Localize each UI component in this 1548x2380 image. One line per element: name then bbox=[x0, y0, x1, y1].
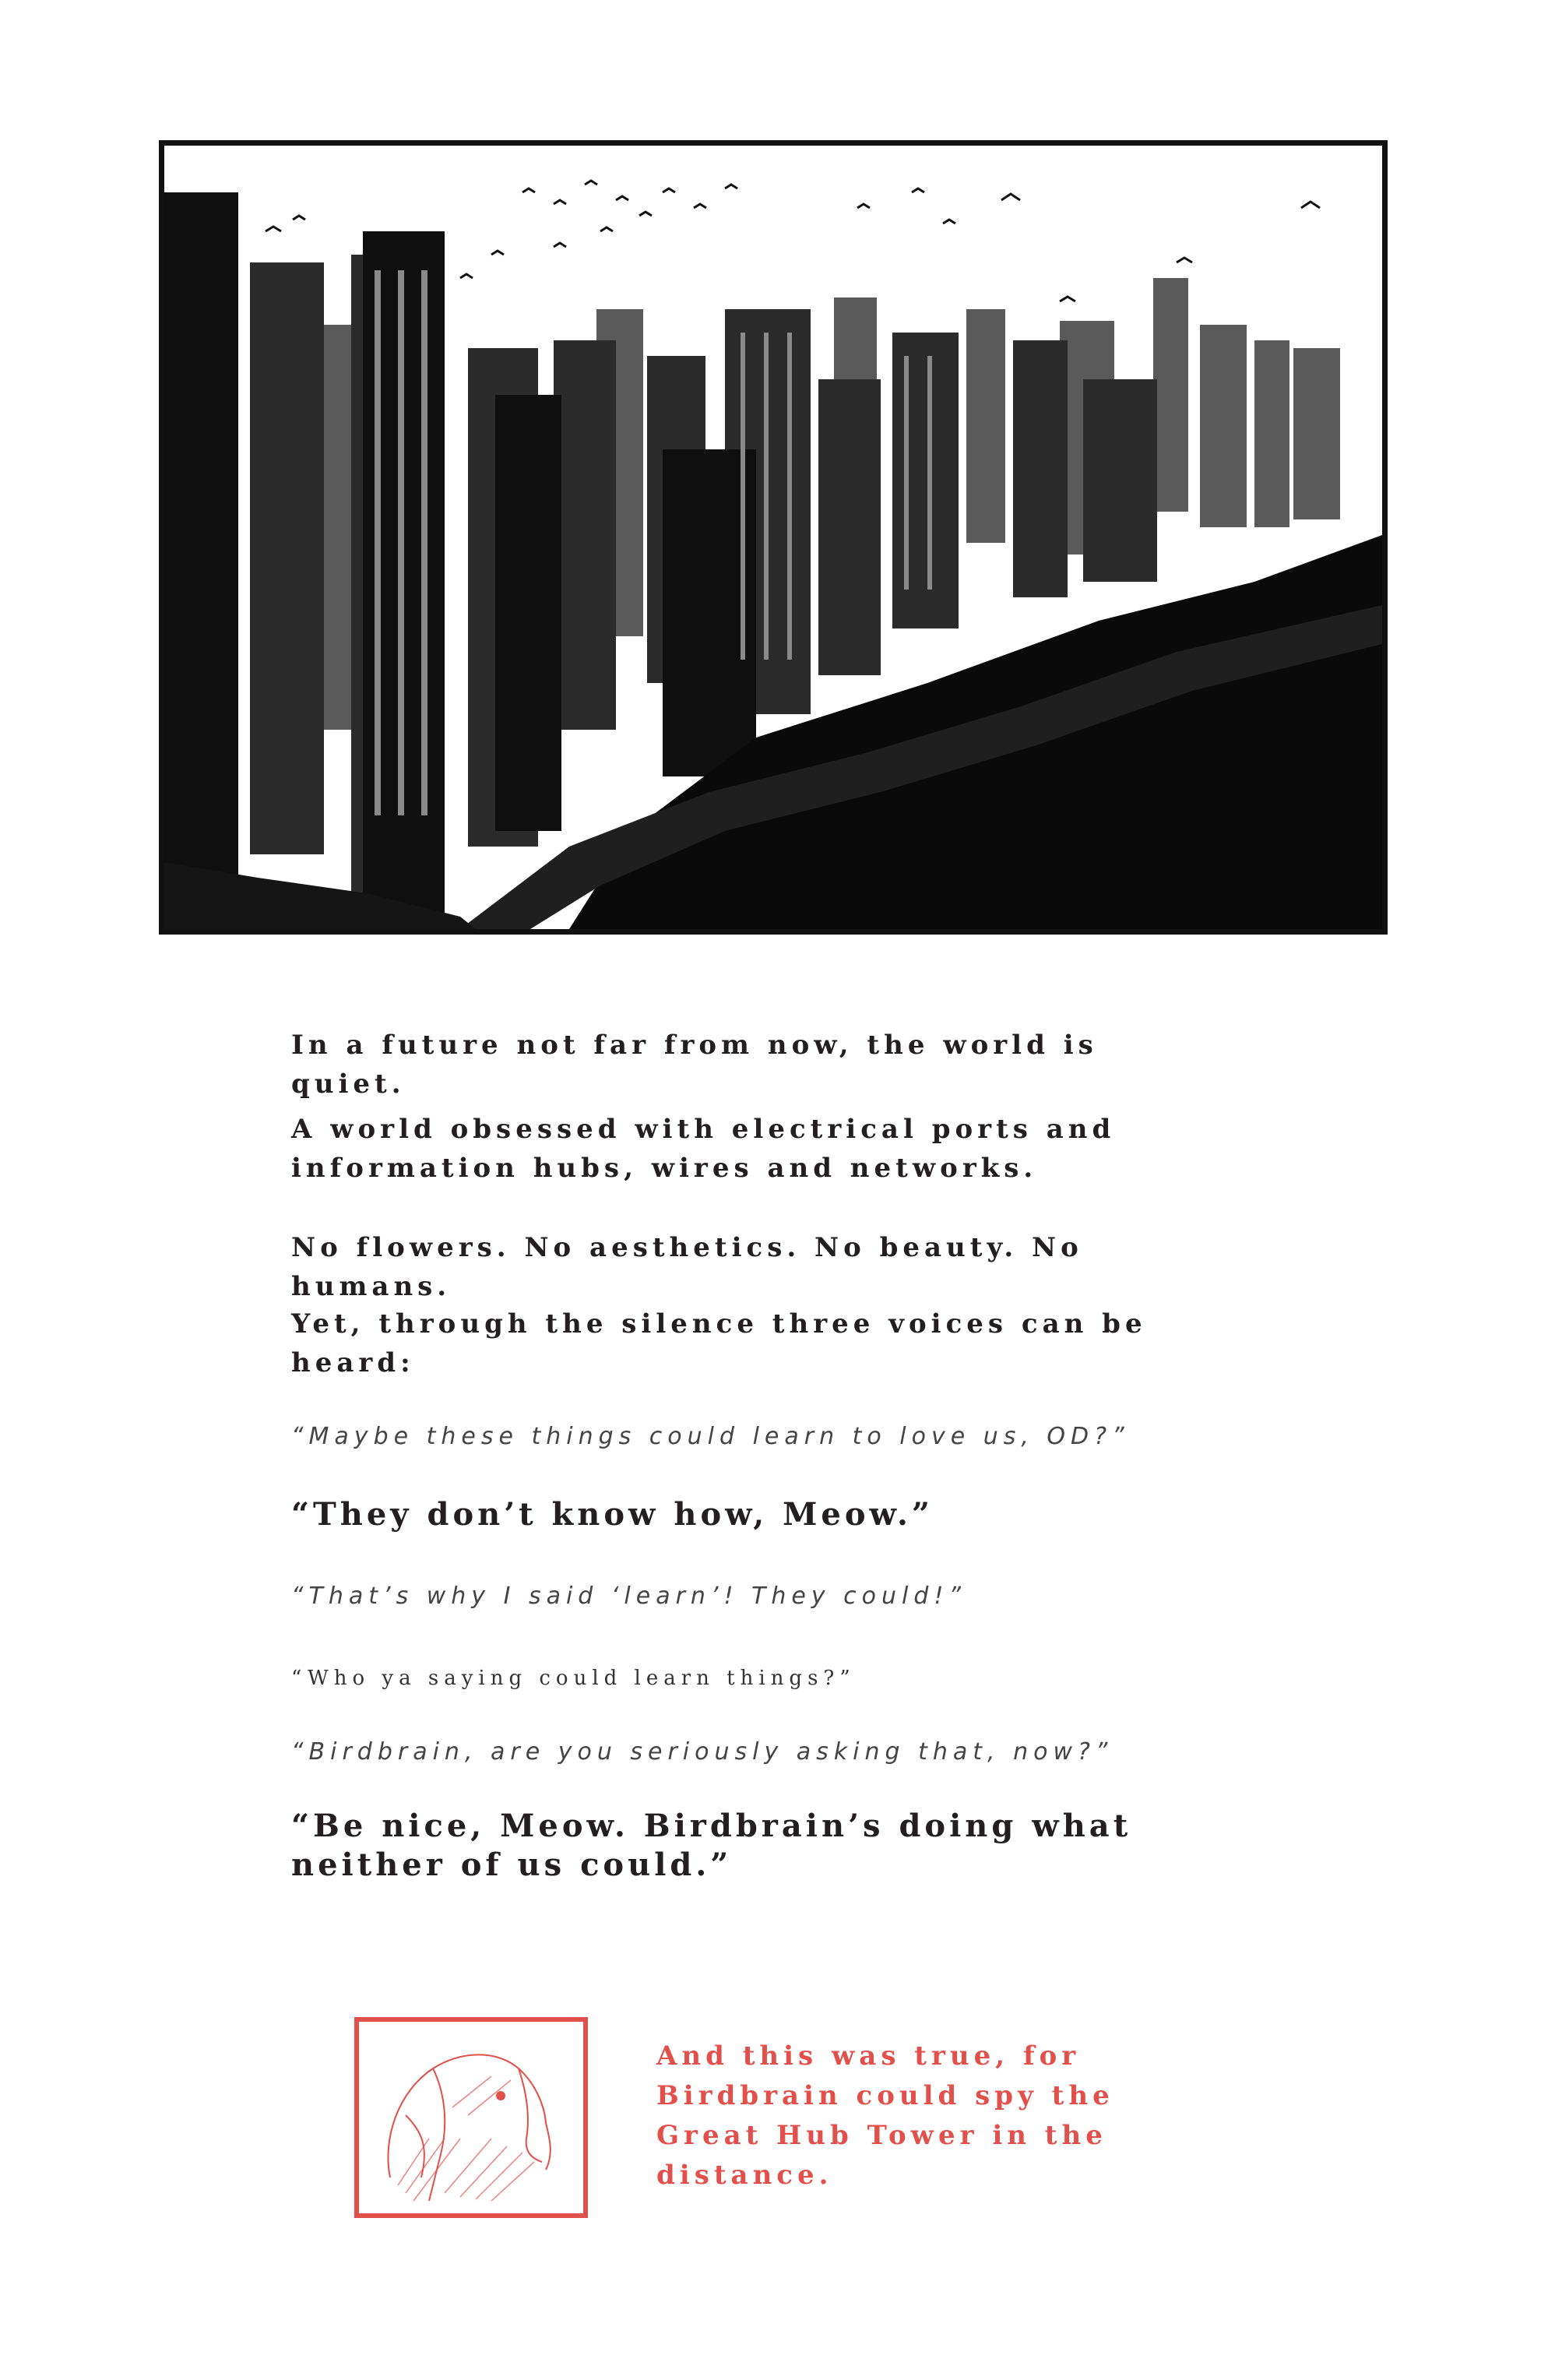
birdbrain-portrait bbox=[354, 2017, 588, 2218]
dialogue-meow-1: “Maybe these things could learn to love us, OD?” bbox=[291, 1423, 1130, 1450]
dialogue-od-2: “Be nice, Meow. Birdbrain’s doing what neither of us could.” bbox=[291, 1808, 1132, 1883]
narration-no-humans: No flowers. No aesthetics. No beauty. No humans. bbox=[291, 1232, 1083, 1302]
caption-text: And this was true, for Birdbrain could spy the Great Hub Tower in the distance. bbox=[656, 2040, 1114, 2191]
narration-intro: In a future not far from now, the world is quiet. bbox=[291, 1030, 1098, 1100]
narration-voices: Yet, through the silence three voices can be heard: bbox=[291, 1308, 1147, 1378]
dialogue-birdbrain-1: “Who ya saying could learn things?” bbox=[291, 1667, 856, 1690]
cityscape-drawing bbox=[164, 146, 1382, 929]
dialogue-meow-2: “That’s why I said ‘learn’! They could!” bbox=[291, 1583, 966, 1610]
cityscape-illustration bbox=[159, 140, 1388, 935]
narration-world: A world obsessed with electrical ports and information hubs, wires and networks. bbox=[291, 1114, 1116, 1184]
bird-icon bbox=[359, 2022, 583, 2213]
dialogue-od-1: “They don’t know how, Meow.” bbox=[291, 1496, 934, 1533]
dialogue-meow-3: “Birdbrain, are you seriously asking that, now?” bbox=[291, 1738, 1114, 1766]
